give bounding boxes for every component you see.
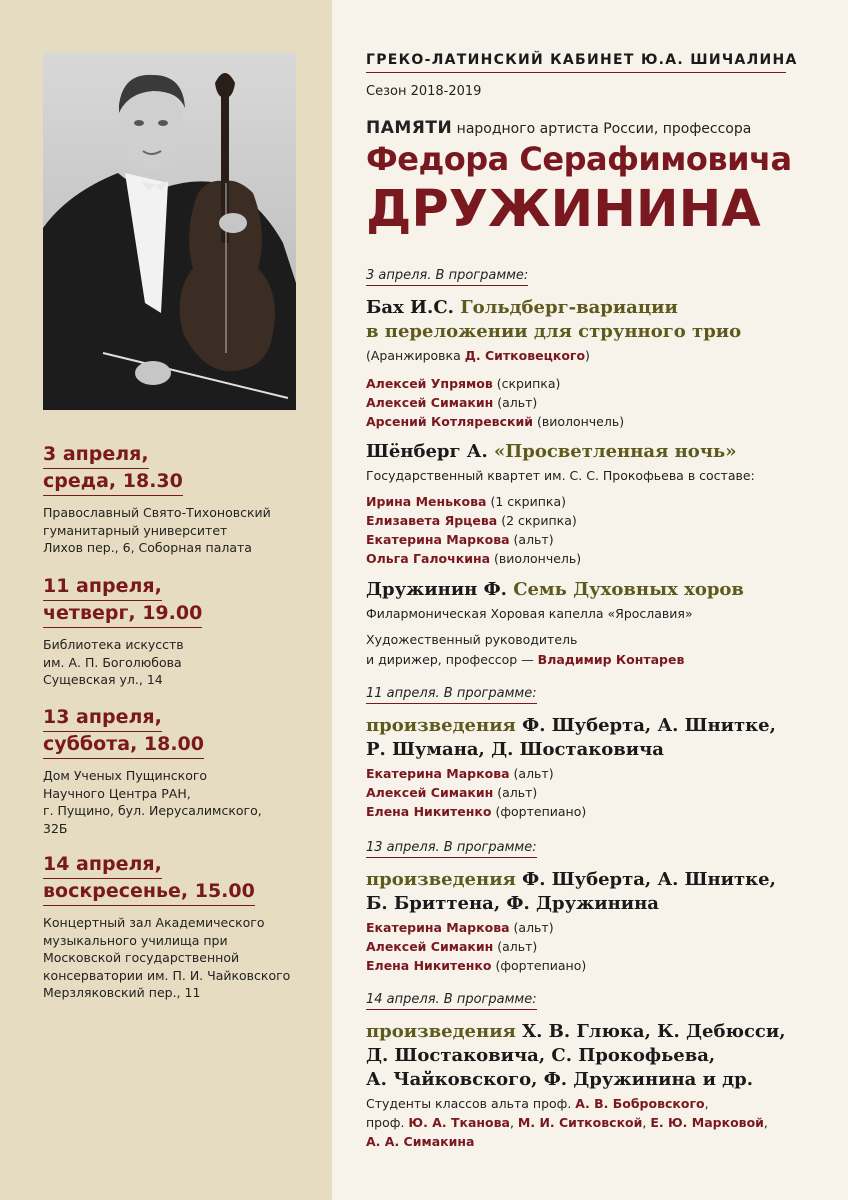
- works-line-2: Р. Шумана, Д. Шостаковича: [366, 739, 664, 760]
- event-2: [43, 574, 313, 689]
- event-3: [43, 705, 313, 837]
- name-first: Федора Серафимовича: [366, 140, 792, 178]
- arrangement: (Аранжировка Д. Ситковецкого): [366, 348, 590, 363]
- students-line-1: Студенты классов альта проф. А. В. Бобровского,: [366, 1096, 709, 1111]
- event-day-time: суббота, 18.00: [43, 732, 204, 759]
- director-2: и дирижер, профессор — Владимир Контарев: [366, 652, 685, 667]
- work-druzhinin: Дружинин Ф. Семь Духовных хоров: [366, 579, 744, 600]
- event-day-time: среда, 18.30: [43, 469, 183, 496]
- program-heading-2: 11 апреля. В программе:: [366, 686, 796, 704]
- event-place: Православный Свято-Тихоновский гуманитарный университет Лихов пер., 6, Соборная палата: [43, 505, 271, 555]
- works-line-2: Б. Бриттена, Ф. Дружинина: [366, 893, 659, 914]
- trio-list: [366, 374, 796, 431]
- work-schoenberg: Шёнберг А. «Просветленная ночь»: [366, 441, 737, 462]
- event-place: Дом Ученых Пущинского Научного Центра РАН, г. Пущино, бул. Иерусалимского, 32Б: [43, 768, 262, 836]
- list-item: Екатерина Маркова (альт): [366, 532, 554, 547]
- season-label: Сезон 2018-2019: [366, 84, 482, 99]
- performers-list: [366, 764, 796, 821]
- event-1: [43, 442, 313, 557]
- event-place: Библиотека искусств им. А. П. Боголюбова Сущевская ул., 14: [43, 637, 184, 687]
- program-heading-4: 14 апреля. В программе:: [366, 992, 796, 1010]
- works-line-1: произведения Ф. Шуберта, А. Шнитке,: [366, 869, 776, 890]
- event-day-time: воскресенье, 15.00: [43, 879, 255, 906]
- director-1: Художественный руководитель: [366, 632, 578, 647]
- choir: Филармоническая Хоровая капелла «Ярославия»: [366, 606, 693, 621]
- works-line-2: Д. Шостаковича, С. Прокофьева,: [366, 1045, 716, 1066]
- program-heading-1: 3 апреля. В программе:: [366, 268, 796, 286]
- works-line-1: произведения Ф. Шуберта, А. Шнитке,: [366, 715, 776, 736]
- list-item: Елена Никитенко (фортепиано): [366, 804, 587, 819]
- quartet-intro: Государственный квартет им. С. С. Прокофьева в составе:: [366, 468, 755, 483]
- organization-title: ГРЕКО-ЛАТИНСКИЙ КАБИНЕТ Ю.А. ШИЧАЛИНА: [366, 52, 786, 73]
- list-item: Елена Никитенко (фортепиано): [366, 958, 587, 973]
- list-item: Арсений Котляревский (виолончель): [366, 414, 625, 429]
- program-heading-3: 13 апреля. В программе:: [366, 840, 796, 858]
- works-line-3: А. Чайковского, Ф. Дружинина и др.: [366, 1069, 754, 1090]
- list-item: Алексей Симакин (альт): [366, 785, 538, 800]
- event-4: [43, 852, 313, 1002]
- list-item: Екатерина Маркова (альт): [366, 920, 554, 935]
- list-item: Алексей Упрямов (скрипка): [366, 376, 561, 391]
- list-item: Елизавета Ярцева (2 скрипка): [366, 513, 577, 528]
- performers-list: [366, 918, 796, 975]
- students-line-3: А. А. Симакина: [366, 1134, 475, 1149]
- list-item: Екатерина Маркова (альт): [366, 766, 554, 781]
- event-day-time: четверг, 19.00: [43, 601, 202, 628]
- portrait-photo: [43, 53, 296, 410]
- event-date: 3 апреля,: [43, 442, 149, 469]
- work-bach: Бах И.С. Гольдберг-вариации: [366, 297, 678, 318]
- list-item: Алексей Симакин (альт): [366, 395, 538, 410]
- event-place: Концертный зал Академического музыкального училища при Московской государственной консерватории им. П. И. Чайковского Мерзляковский пер., 11: [43, 915, 291, 1000]
- list-item: Ирина Менькова (1 скрипка): [366, 494, 566, 509]
- quartet-list: [366, 492, 796, 568]
- list-item: Алексей Симакин (альт): [366, 939, 538, 954]
- event-date: 13 апреля,: [43, 705, 162, 732]
- name-surname: ДРУЖИНИНА: [366, 180, 761, 239]
- list-item: Ольга Галочкина (виолончель): [366, 551, 582, 566]
- works-line-1: произведения Х. В. Глюка, К. Дебюсси,: [366, 1021, 786, 1042]
- event-date: 11 апреля,: [43, 574, 162, 601]
- work-bach-2: в переложении для струнного трио: [366, 321, 742, 342]
- event-date: 14 апреля,: [43, 852, 162, 879]
- students-line-2: проф. Ю. А. Тканова, М. И. Ситковской, Е. Ю. Марковой,: [366, 1115, 768, 1130]
- memory-line: ПАМЯТИ народного артиста России, профессора: [366, 118, 752, 138]
